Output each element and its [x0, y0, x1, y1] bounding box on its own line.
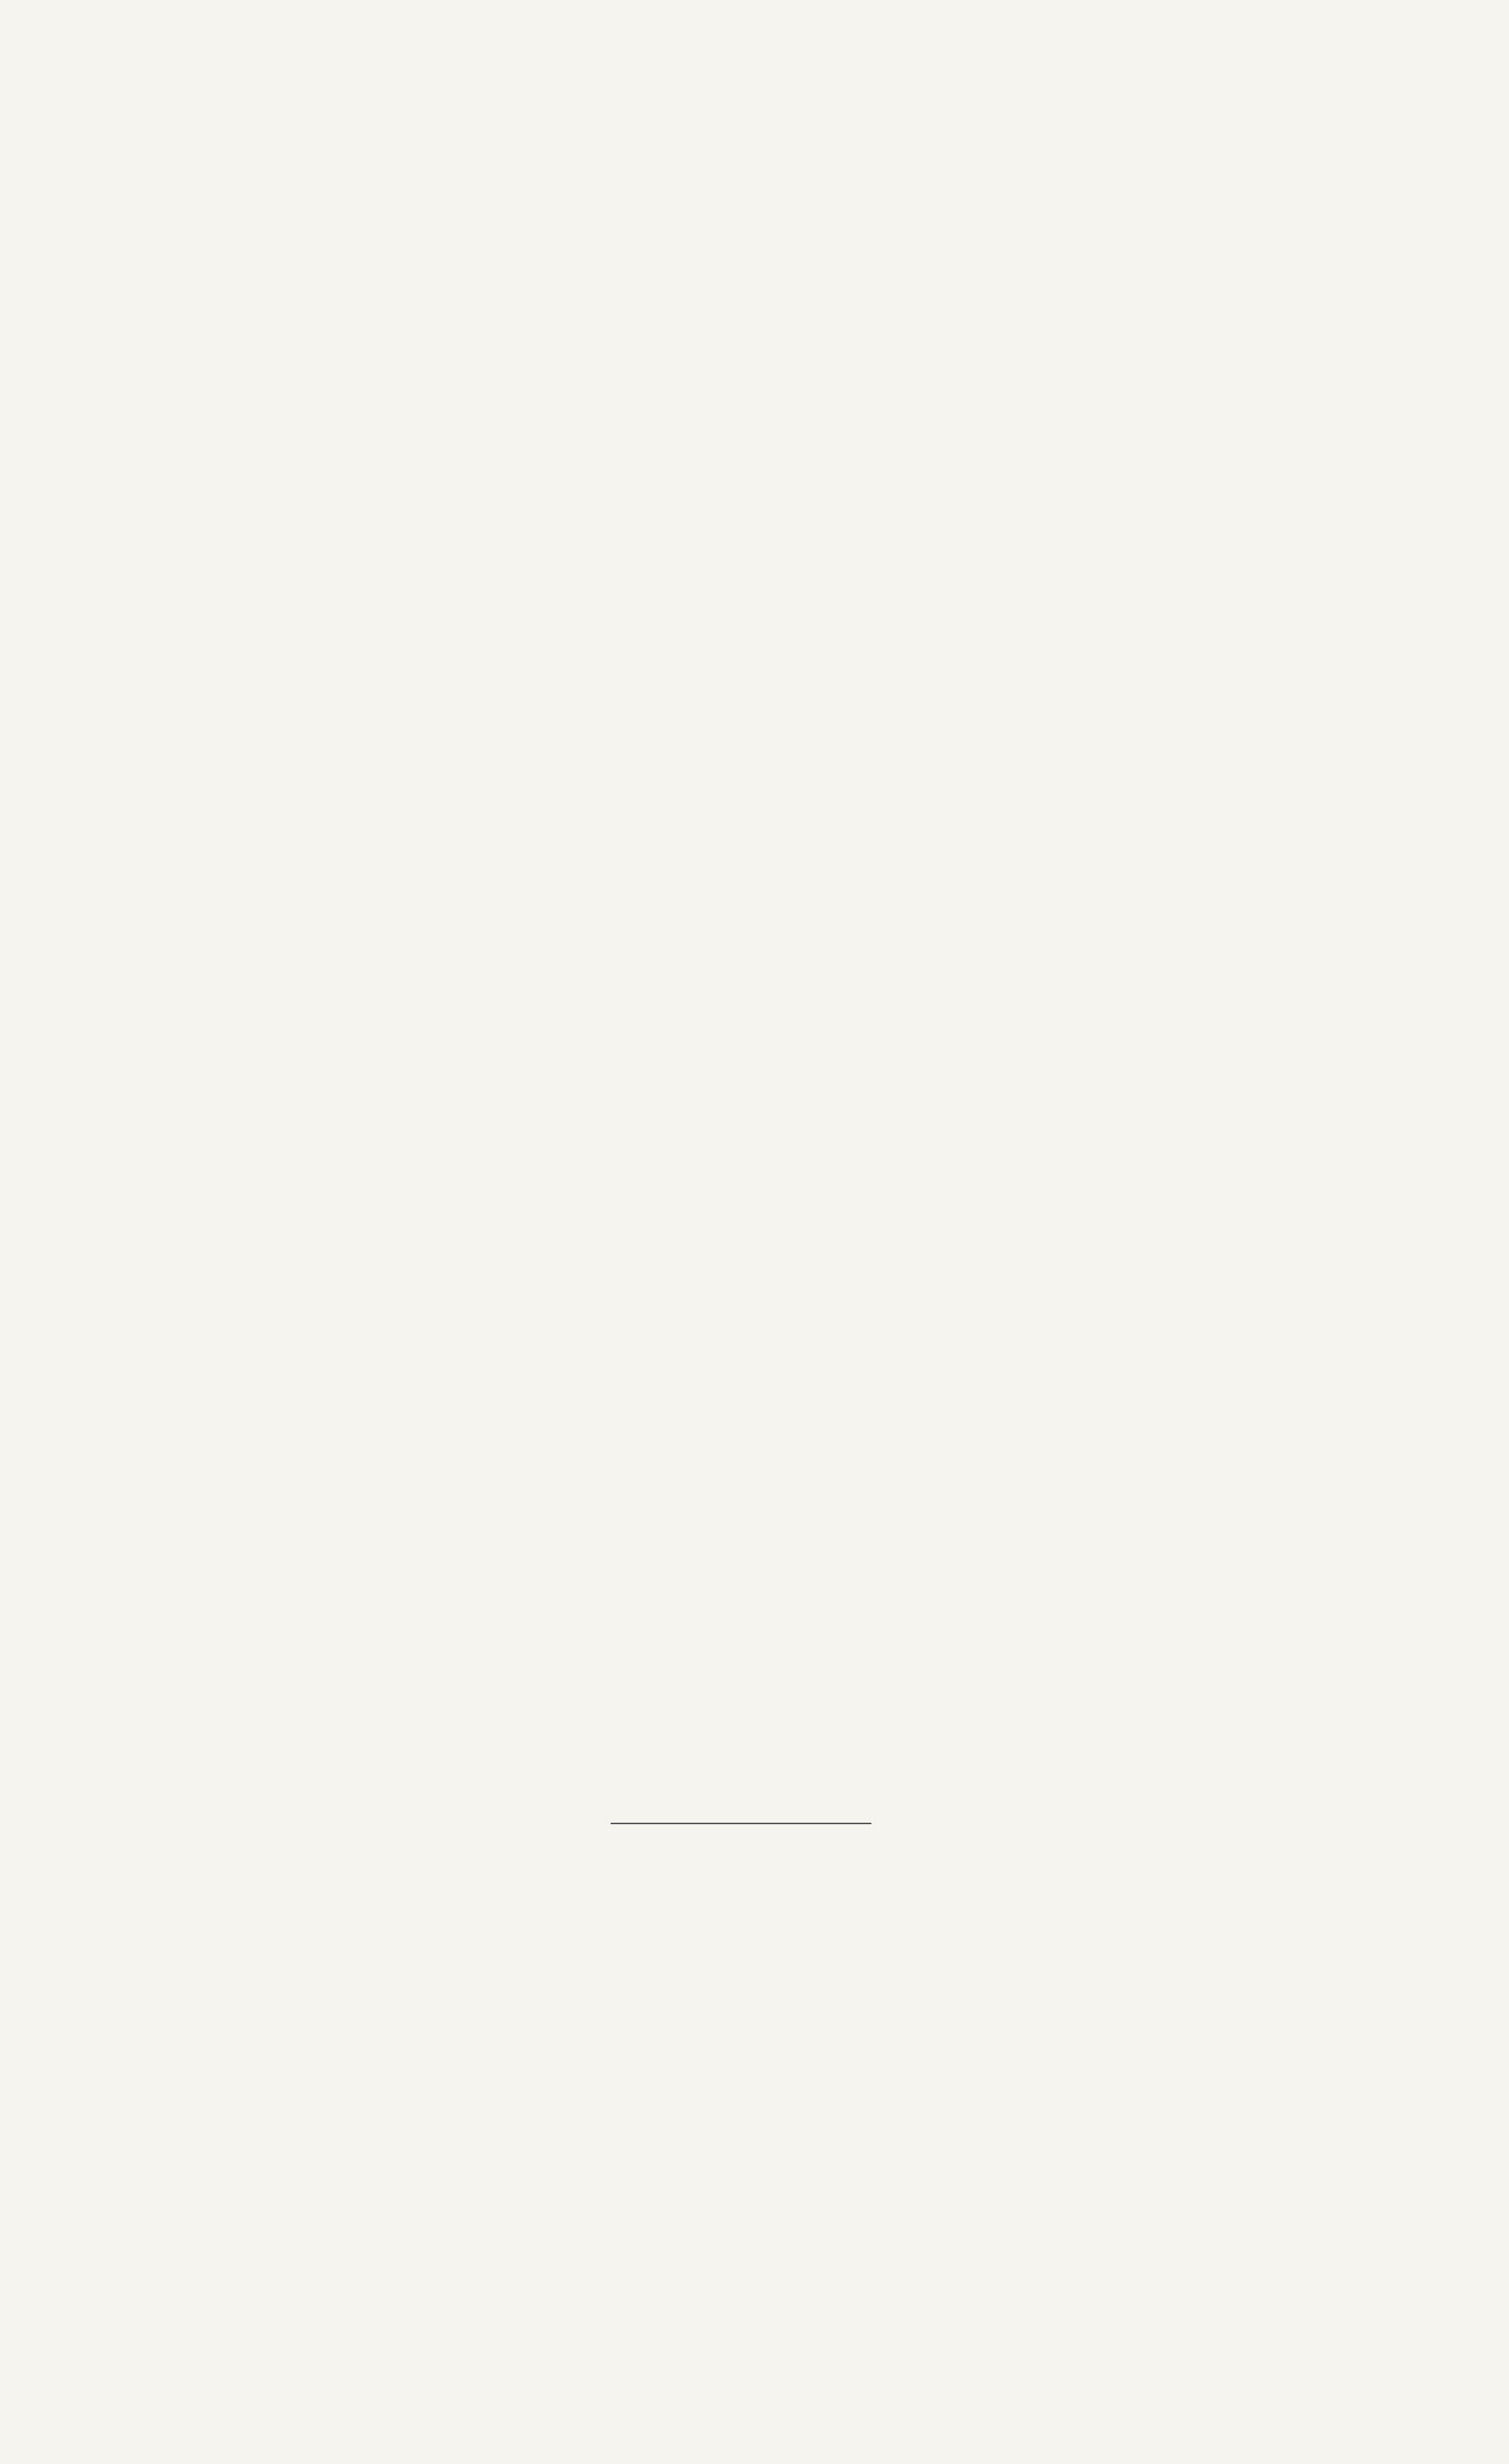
running-head — [161, 88, 1385, 141]
section-divider — [611, 1823, 871, 1824]
